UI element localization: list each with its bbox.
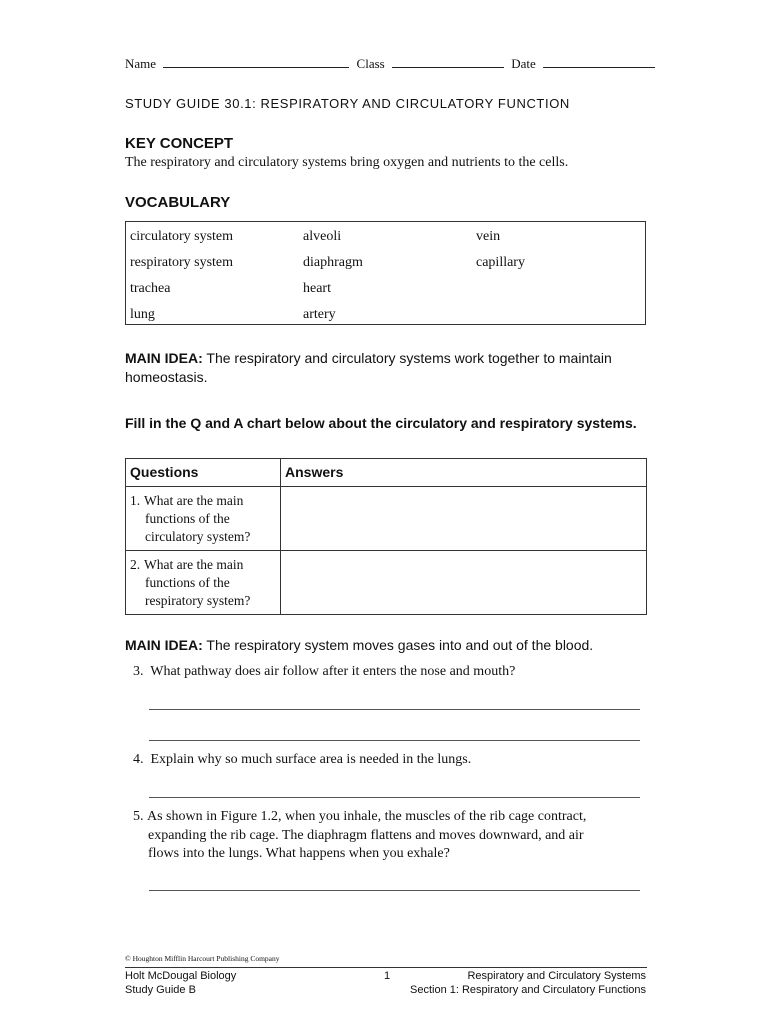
answer-line[interactable] [149, 890, 640, 891]
qa-question-cell [126, 487, 281, 551]
qa-answer-cell[interactable] [281, 487, 647, 551]
section-title: Section 1: Respiratory and Circulatory Functions [410, 984, 646, 996]
questions-header: Questions [126, 459, 281, 487]
vocabulary-heading: VOCABULARY [125, 194, 231, 211]
question-text: What pathway does air follow after it enters the nose and mouth? [150, 664, 516, 679]
question-3 [133, 663, 643, 682]
qa-answer-cell[interactable] [281, 551, 647, 615]
vocab-term: circulatory system [130, 229, 234, 244]
question-text: circulatory system? [145, 529, 251, 544]
question-number: 1. [130, 493, 141, 508]
book-title: Holt McDougal Biology [125, 970, 237, 982]
main-idea-1 [125, 349, 645, 387]
key-concept-text: The respiratory and circulatory systems bring oxygen and nutrients to the cells. [125, 155, 569, 170]
class-field[interactable] [392, 56, 504, 68]
copyright-notice: © Houghton Mifflin Harcourt Publishing Company [125, 954, 280, 963]
vocab-term: trachea [130, 281, 171, 296]
qa-row [126, 487, 647, 551]
question-text: Explain why so much surface area is needed in the lungs. [150, 752, 472, 767]
question-text: respiratory system? [145, 593, 251, 608]
vocab-term: respiratory system [130, 255, 234, 270]
question-number: 3. [133, 664, 144, 679]
question-text: What are the main [144, 557, 244, 572]
main-idea-label: MAIN IDEA: [125, 350, 203, 366]
vocab-term: diaphragm [303, 255, 363, 270]
qa-instruction: Fill in the Q and A chart below about the circulatory and respiratory systems. [125, 415, 637, 431]
answer-line[interactable] [149, 740, 640, 741]
footer-left [125, 969, 236, 997]
question-text: expanding the rib cage. The diaphragm flattens and moves downward, and air [148, 827, 584, 843]
question-text: functions of the [145, 511, 230, 526]
name-field[interactable] [163, 56, 349, 68]
vocab-term: lung [130, 307, 155, 322]
class-label: Class [356, 56, 385, 71]
page-number: 1 [383, 970, 391, 982]
answers-header: Answers [281, 459, 647, 487]
vocab-term: capillary [476, 255, 525, 270]
vocabulary-box [125, 221, 646, 325]
vocab-term: heart [303, 281, 331, 296]
question-text: As shown in Figure 1.2, when you inhale, the muscles of the rib cage contract, [147, 809, 587, 824]
footer-divider [125, 967, 647, 968]
student-info-line [125, 56, 645, 72]
date-field[interactable] [543, 56, 655, 68]
vocab-column-3 [476, 226, 525, 278]
question-text: flows into the lungs. What happens when you exhale? [148, 846, 450, 861]
qa-chart [125, 458, 647, 615]
main-idea-2 [125, 636, 645, 655]
vocab-column-2 [303, 226, 363, 330]
qa-header-row [126, 459, 647, 487]
vocab-term: alveoli [303, 229, 342, 244]
question-4 [133, 751, 643, 770]
question-5 [133, 808, 643, 864]
vocab-term: artery [303, 307, 336, 322]
date-label: Date [511, 56, 536, 71]
question-number: 5. [133, 809, 144, 824]
study-guide-title: STUDY GUIDE 30.1: RESPIRATORY AND CIRCULATORY FUNCTION [125, 96, 570, 111]
question-text: functions of the [145, 575, 230, 590]
vocab-term: vein [476, 229, 501, 244]
key-concept-heading: KEY CONCEPT [125, 135, 234, 152]
main-idea-label: MAIN IDEA: [125, 637, 203, 653]
vocab-column-1 [130, 226, 233, 330]
guide-name: Study Guide B [125, 984, 196, 996]
answer-line[interactable] [149, 797, 640, 798]
name-label: Name [125, 56, 157, 71]
question-number: 2. [130, 557, 141, 572]
main-idea-text: The respiratory and circulatory systems work together to maintain homeostasis. [125, 350, 612, 385]
question-text: What are the main [144, 493, 244, 508]
qa-question-cell [126, 551, 281, 615]
qa-row [126, 551, 647, 615]
chapter-title: Respiratory and Circulatory Systems [467, 970, 646, 982]
main-idea-text: The respiratory system moves gases into and out of the blood. [206, 637, 594, 653]
question-number: 4. [133, 752, 144, 767]
footer-right [396, 969, 646, 997]
answer-line[interactable] [149, 709, 640, 710]
